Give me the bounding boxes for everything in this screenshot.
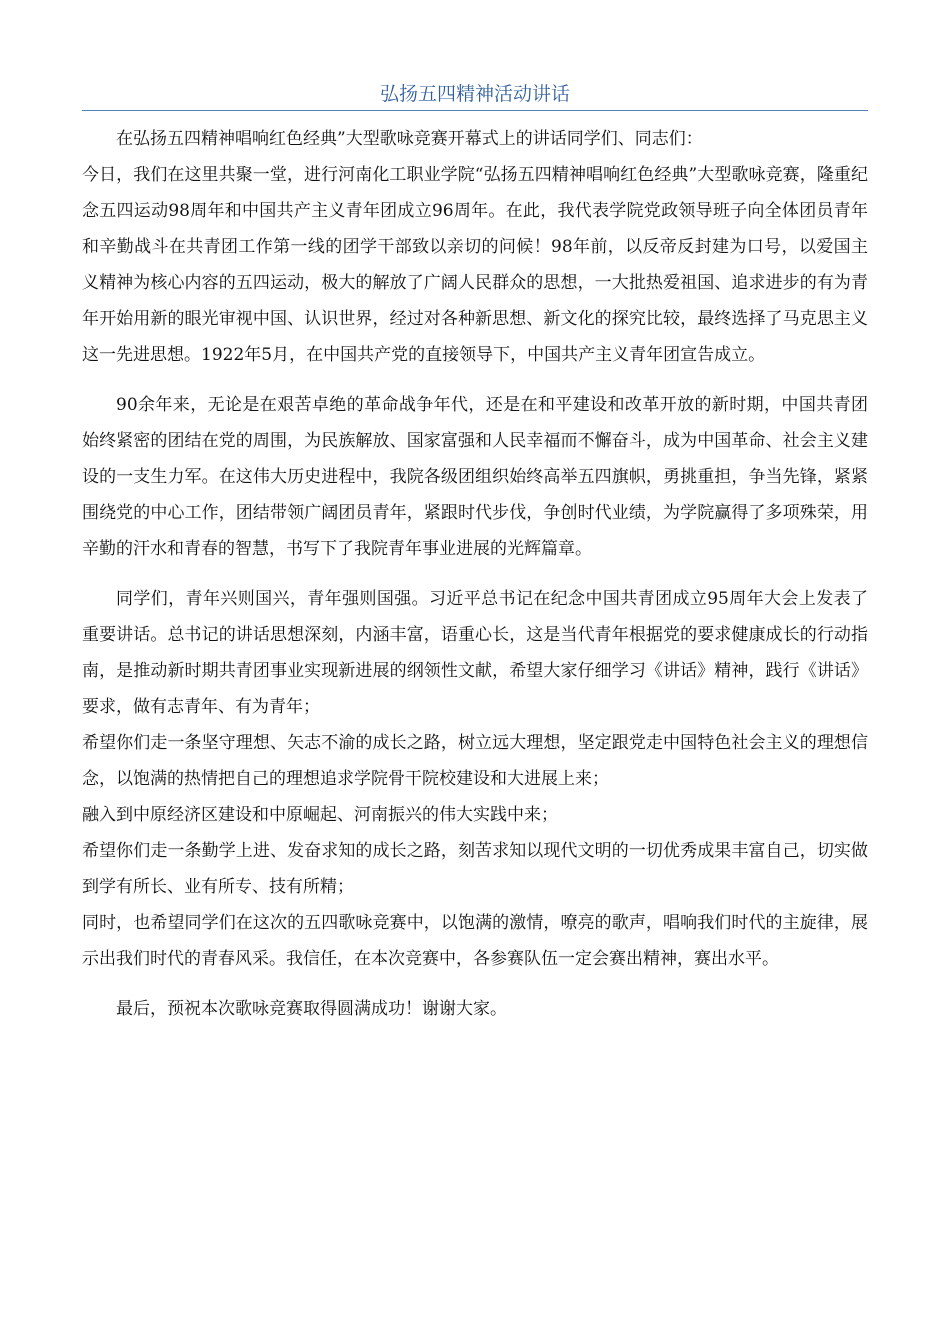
paragraph-closing: 最后，预祝本次歌咏竞赛取得圆满成功！谢谢大家。 xyxy=(116,999,507,1019)
paragraph-ideals: 希望你们走一条坚守理想、矢志不渝的成长之路，树立远大理想，坚定跟党走中国特色社会主义的理想信念，以饱满的热情把自己的理想追求学院骨干院校建设和大进展上来； xyxy=(82,733,868,789)
paragraph-study: 希望你们走一条勤学上进、发奋求知的成长之路，刻苦求知以现代文明的一切优秀成果丰富自己，切实做到学有所长、业有所专、技有所精； xyxy=(82,841,868,897)
document-body xyxy=(82,121,868,1027)
document-page xyxy=(82,0,868,1027)
paragraph-history: 90余年来，无论是在艰苦卓绝的革命战争年代，还是在和平建设和改革开放的新时期，中国共青团始终紧密的团结在党的周围，为民族解放、国家富强和人民幸福而不懈奋斗，成为中国革命、社会主义建设的一支生力军。在这伟大历史进程中，我院各级团组织始终高举五四旗帜，勇挑重担，争当先锋，紧紧围绕党的中心工作，团结带领广阔团员青年，紧跟时代步伐，争创时代业绩，为学院赢得了多项殊荣，用辛勤的汗水和青春的智慧，书写下了我院青年事业进展的光辉篇章。 xyxy=(82,395,868,559)
paragraph-central-plains: 融入到中原经济区建设和中原崛起、河南振兴的伟大实践中来； xyxy=(82,805,558,825)
paragraph-students: 同学们，青年兴则国兴，青年强则国强。习近平总书记在纪念中国共青团成立95周年大会上发表了重要讲话。总书记的讲话思想深刻，内涵丰富，语重心长，这是当代青年根据党的要求健康成长的行动指南，是推动新时期共青团事业实现新进展的纲领性文献，希望大家仔细学习《讲话》精神，践行《讲话》要求，做有志青年、有为青年； xyxy=(82,589,868,717)
paragraph-opening: 在弘扬五四精神唱响红色经典”大型歌咏竞赛开幕式上的讲话同学们、同志们： xyxy=(116,129,703,149)
paragraph-competition: 同时，也希望同学们在这次的五四歌咏竞赛中，以饱满的激情，嘹亮的歌声，唱响我们时代的主旋律，展示出我们时代的青春风采。我信任，在本次竞赛中，各参赛队伍一定会赛出精神，赛出水平。 xyxy=(82,913,868,969)
document-title: 弘扬五四精神活动讲话 xyxy=(82,82,868,111)
paragraph-greeting: 今日，我们在这里共聚一堂，进行河南化工职业学院“弘扬五四精神唱响红色经典”大型歌咏竞赛，隆重纪念五四运动98周年和中国共产主义青年团成立96周年。在此，我代表学院党政领导班子向全体团员青年和辛勤战斗在共青团工作第一线的团学干部致以亲切的问候！98年前，以反帝反封建为口号，以爱国主义精神为核心内容的五四运动，极大的解放了广阔人民群众的思想，一大批热爱祖国、追求进步的有为青年开始用新的眼光审视中国、认识世界，经过对各种新思想、新文化的探究比较，最终选择了马克思主义这一先进思想。1922年5月，在中国共产党的直接领导下，中国共产主义青年团宣告成立。 xyxy=(82,165,868,365)
